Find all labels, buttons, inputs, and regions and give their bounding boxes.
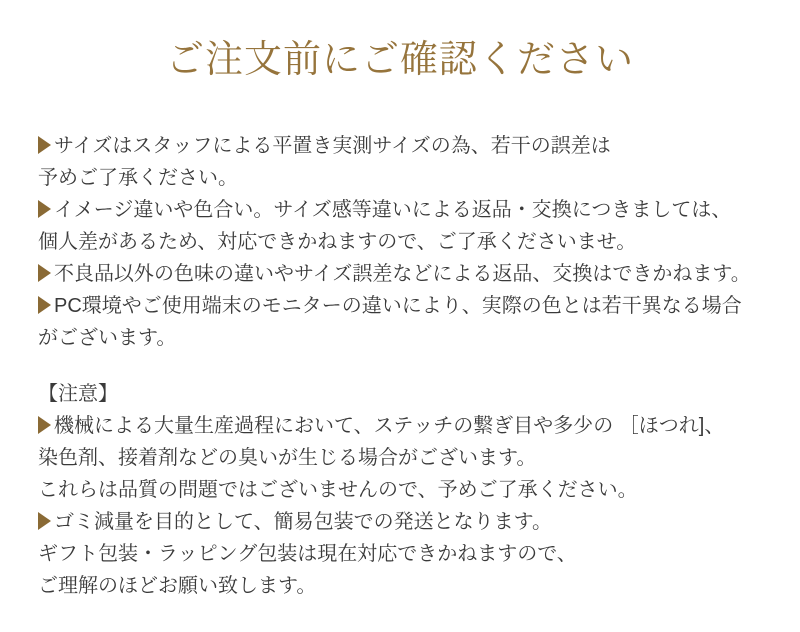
notice-line-wrap xyxy=(38,226,770,258)
notice-line: 機械による大量生産過程において、ステッチの繋ぎ目や多少の ［ほつれ]、 xyxy=(54,415,725,437)
notice-line-wrap xyxy=(38,410,770,442)
notice-line: 不良品以外の色味の違いやサイズ誤差などによる返品、交換はできかねます。 xyxy=(54,263,751,285)
notice-line-wrap xyxy=(38,290,770,322)
bullet-triangle-icon xyxy=(38,512,51,530)
notice-line-wrap xyxy=(38,538,770,570)
bullet-triangle-icon xyxy=(38,264,51,282)
notice-line-wrap xyxy=(38,258,770,290)
notice-content xyxy=(38,130,770,602)
notice-line: これらは品質の問題ではございませんので、予めご了承ください。 xyxy=(38,479,638,501)
notice-line: 染色剤、接着剤などの臭いが生じる場合がございます。 xyxy=(38,447,537,469)
notice-item xyxy=(38,410,770,506)
notice-line: ご理解のほどお願い致します。 xyxy=(38,575,317,597)
notice-line-wrap xyxy=(38,570,770,602)
caution-heading: 【注意】 xyxy=(38,383,118,405)
bullet-triangle-icon xyxy=(38,416,51,434)
notice-line-wrap xyxy=(38,474,770,506)
notice-item xyxy=(38,194,770,258)
notice-line-wrap xyxy=(38,322,770,354)
notice-line: サイズはスタッフによる平置き実測サイズの為、若干の誤差は xyxy=(54,135,611,157)
bullet-triangle-icon xyxy=(38,200,51,218)
notice-line-wrap xyxy=(38,442,770,474)
notice-line: イメージ違いや色合い。サイズ感等違いによる返品・交換につきましては、 xyxy=(54,199,732,221)
notice-line-wrap xyxy=(38,506,770,538)
bullet-triangle-icon xyxy=(38,136,51,154)
notice-line: ゴミ減量を目的として、簡易包装での発送となります。 xyxy=(54,511,552,533)
notice-item xyxy=(38,130,770,194)
notice-line-wrap xyxy=(38,130,770,162)
notice-line: 個人差があるため、対応できかねますので、ご了承くださいませ。 xyxy=(38,231,637,253)
bullet-triangle-icon xyxy=(38,296,51,314)
notice-line-wrap xyxy=(38,162,770,194)
notice-item xyxy=(38,290,770,354)
notice-item xyxy=(38,506,770,602)
notice-item xyxy=(38,258,770,290)
page-title: ご注文前にご確認ください xyxy=(165,39,634,81)
notice-line: 予めご了承ください。 xyxy=(38,167,238,189)
notice-line: がございます。 xyxy=(38,327,177,349)
notice-line: ギフト包装・ラッピング包装は現在対応できかねますので、 xyxy=(38,543,577,565)
notice-line-wrap xyxy=(38,194,770,226)
notice-line: PC環境やご使用端末のモニターの違いにより、実際の色とは若干異なる場合 xyxy=(54,295,742,317)
